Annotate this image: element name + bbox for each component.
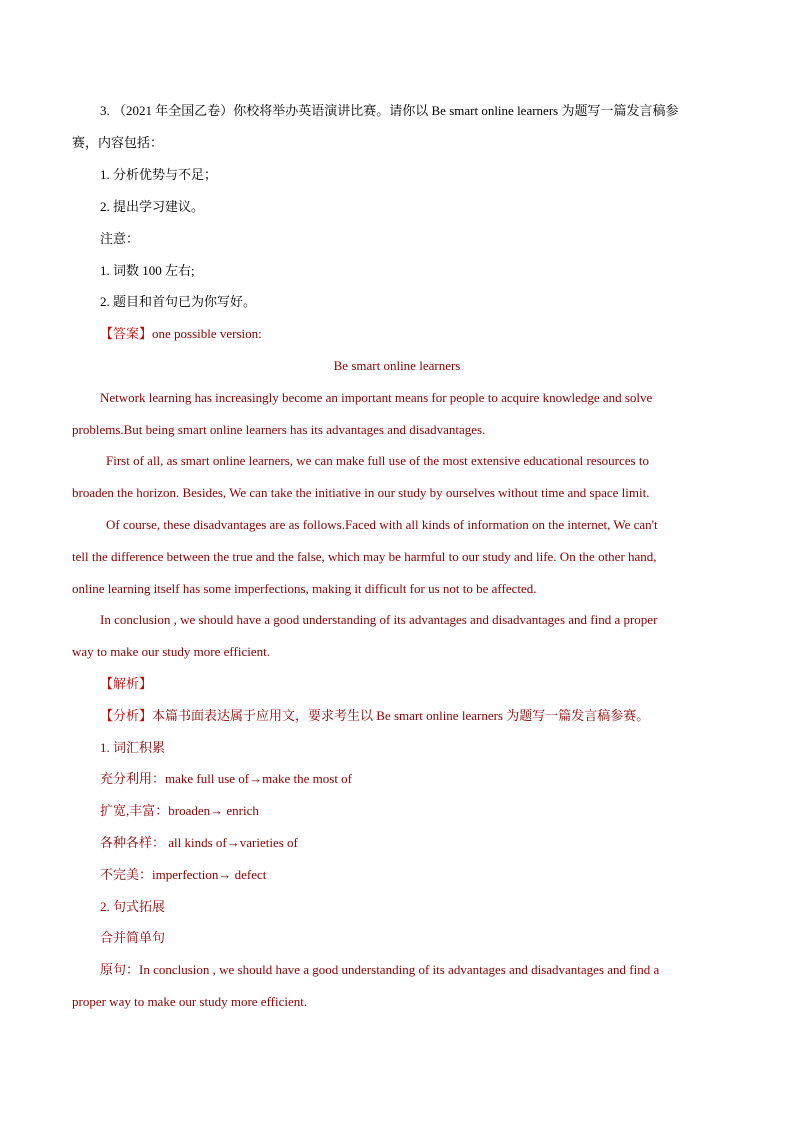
essay-p3-line1: Of course, these disadvantages are as follows.Faced with all kinds of information on the internet, We can't [106,517,658,532]
original-sentence-line1: 原句：In conclusion , we should have a good understanding of its advantages and disadvantages and find a [100,962,660,977]
analysis-line [100,707,649,725]
essay-p2-line2: broaden the horizon. Besides, We can take the initiative in our study by ourselves without time and space limit. [72,485,650,500]
essay-p4-line2: way to make our study more efficient. [72,644,270,659]
original-sentence-line2: proper way to make our study more efficient. [72,994,308,1009]
essay-p1-line1: Network learning has increasingly become an important means for people to acquire knowledge and solve [100,390,653,405]
vocab-item-4: 不完美：imperfection→ defect [100,867,267,882]
vocab-item-3: 各种各样： all kinds of→varieties of [100,835,298,850]
analysis-label: 【解析】 [100,676,153,691]
note-1: 1. 词数 100 左右; [100,263,195,278]
essay-p3-line2: tell the difference between the true and the false, which may be harmful to our study and life. On the other hand, [72,549,657,564]
sentence-subheading: 合并简单句 [100,930,166,945]
note-2: 2. 题目和首句已为你写好。 [100,294,257,309]
vocab-heading: 1. 词汇积累 [100,740,166,755]
sentence-heading: 2. 句式拓展 [100,899,166,914]
question-line-1: 3. （2021 年全国乙卷）你校将举办英语演讲比赛。请你以 Be smart online learners 为题写一篇发言稿参 [100,103,679,118]
note-label: 注意： [100,231,140,246]
question-line-2: 赛，内容包括： [72,135,164,150]
fenxi-label: 【分析】 [100,708,153,723]
answer-label: 【答案】 [100,326,153,341]
answer-header [100,325,262,343]
essay-title: Be smart online learners [333,358,461,373]
question-item-1: 1. 分析优势与不足； [100,167,218,182]
vocab-item-1: 充分利用：make full use of→make the most of [100,771,353,786]
answer-intro: one possible version: [152,326,262,341]
essay-p1-line2: problems.But being smart online learners has its advantages and disadvantages. [72,422,486,437]
essay-p2-line1: First of all, as smart online learners, we can make full use of the most extensive educational resources to [106,453,649,468]
fenxi-text: 本篇书面表达属于应用文，要求考生以 Be smart online learners 为题写一篇发言稿参赛。 [152,708,650,723]
essay-p4-line1: In conclusion , we should have a good understanding of its advantages and disadvantages and find a proper [100,612,658,627]
essay-p3-line3: online learning itself has some imperfections, making it difficult for us not to be affected. [72,581,537,596]
question-item-2: 2. 提出学习建议。 [100,199,205,214]
vocab-item-2: 扩宽,丰富：broaden→ enrich [100,803,259,818]
